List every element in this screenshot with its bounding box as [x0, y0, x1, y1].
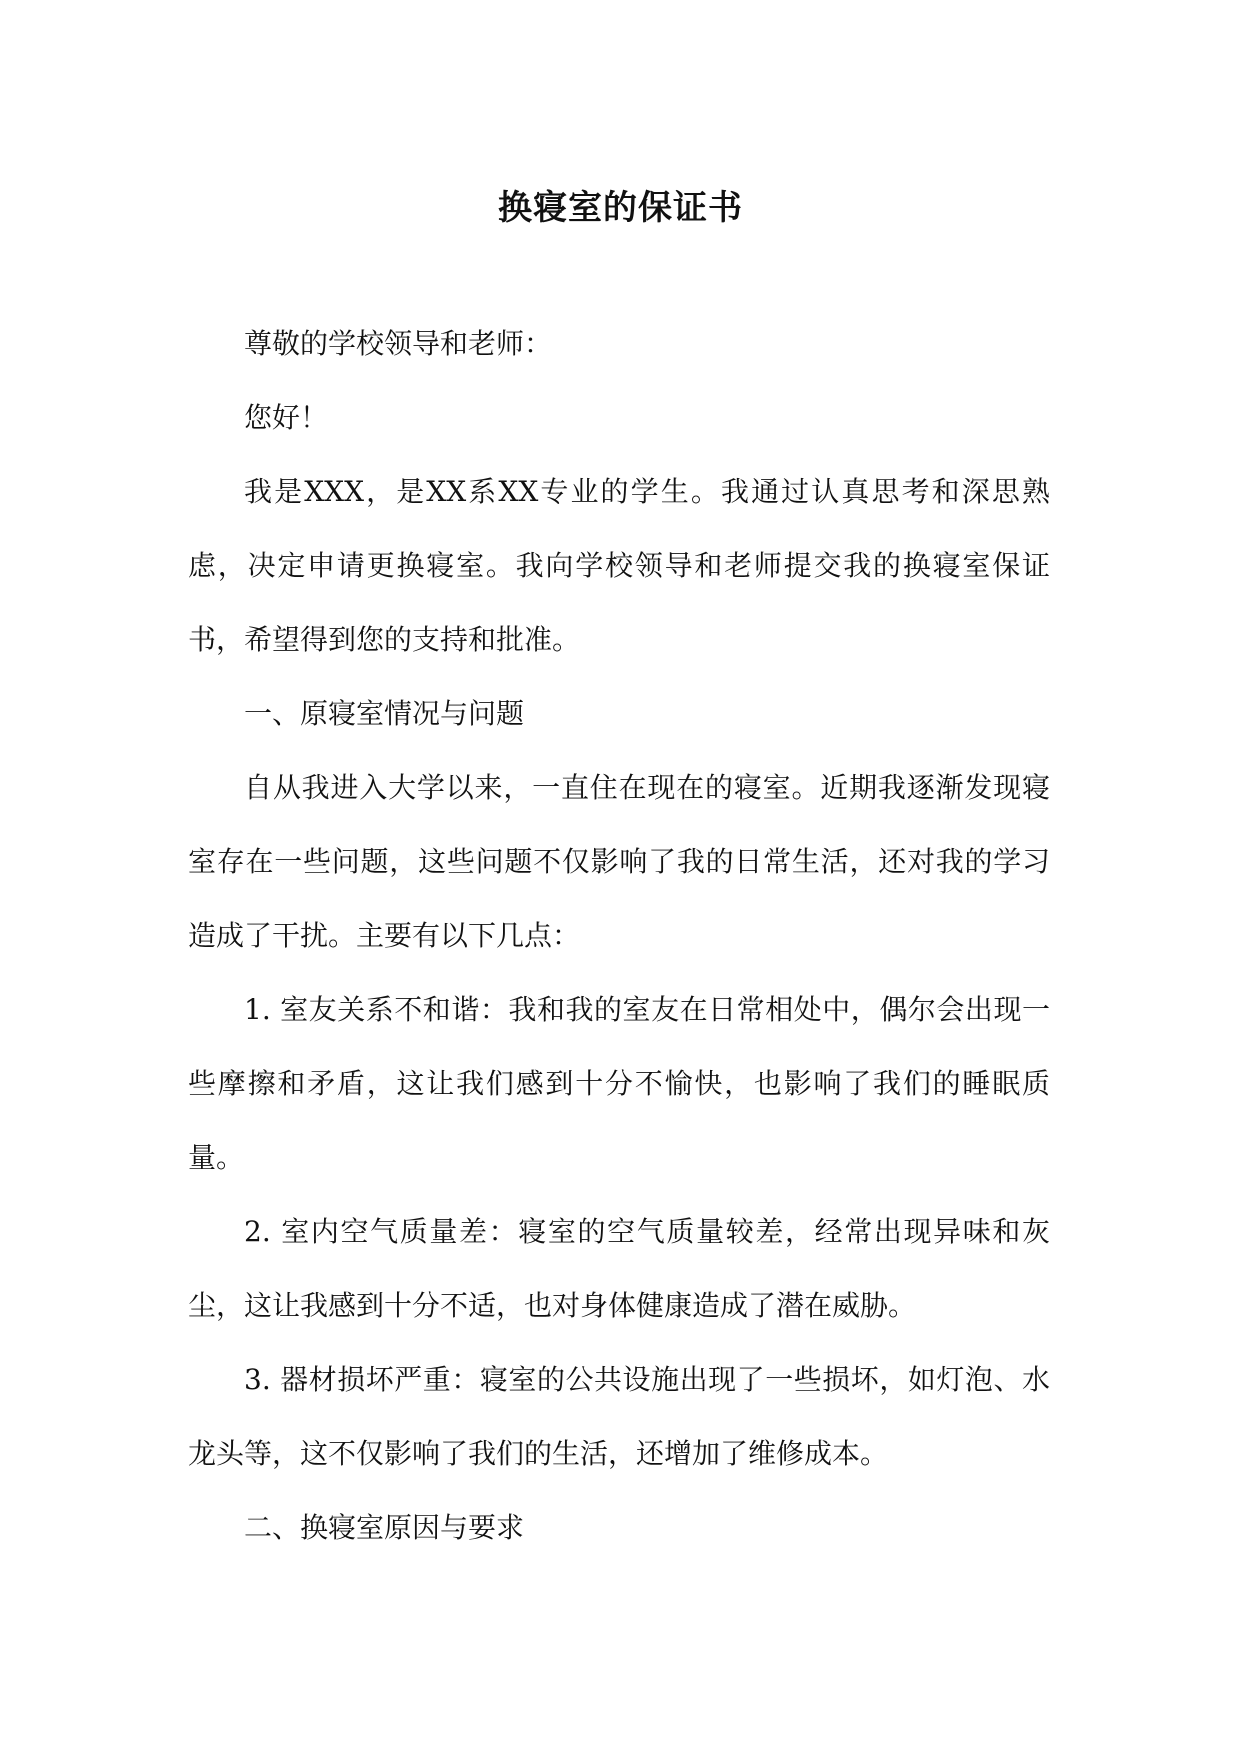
- section-heading-2: 二、换寝室原因与要求: [244, 1511, 525, 1544]
- document-title: 换寝室的保证书: [498, 188, 743, 228]
- problem-item-3: 3. 器材损坏严重：寝室的公共设施出现了一些损坏，如灯泡、水龙头等，这不仅影响了我们的生活，还增加了维修成本。: [188, 1363, 1050, 1470]
- intro-paragraph: 我是XXX，是XX系XX专业的学生。我通过认真思考和深思熟虑，决定申请更换寝室。我向学校领导和老师提交我的换寝室保证书，希望得到您的支持和批准。: [188, 475, 1050, 656]
- salutation: 尊敬的学校领导和老师：: [244, 327, 553, 360]
- problem-intro-paragraph: 自从我进入大学以来，一直住在现在的寝室。近期我逐渐发现寝室存在一些问题，这些问题不仅影响了我的日常生活，还对我的学习造成了干扰。主要有以下几点：: [188, 771, 1050, 952]
- problem-item-2: 2. 室内空气质量差：寝室的空气质量较差，经常出现异味和灰尘，这让我感到十分不适，也对身体健康造成了潜在威胁。: [188, 1215, 1050, 1322]
- greeting: 您好！: [244, 401, 329, 434]
- document-body: [188, 307, 1050, 1565]
- problem-item-1: 1. 室友关系不和谐：我和我的室友在日常相处中，偶尔会出现一些摩擦和矛盾，这让我们感到十分不愉快，也影响了我们的睡眠质量。: [188, 993, 1050, 1174]
- section-heading-1: 一、原寝室情况与问题: [244, 697, 525, 730]
